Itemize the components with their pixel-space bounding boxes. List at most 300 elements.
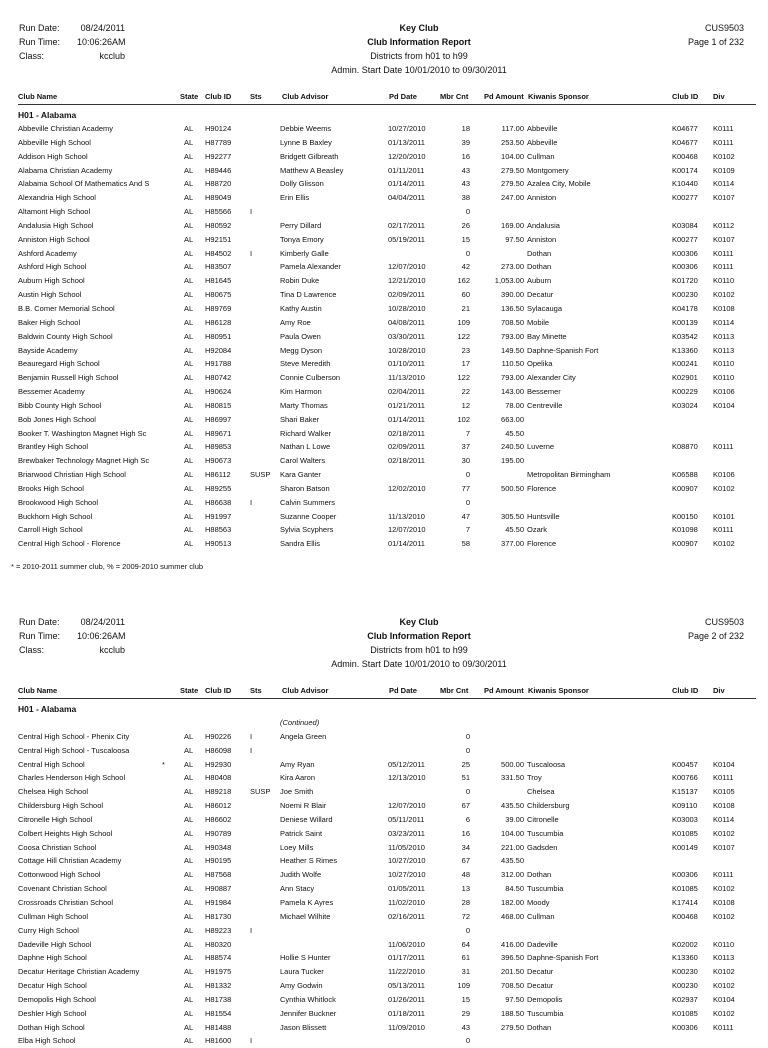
status: I: [250, 1036, 253, 1046]
table-row: [18, 523, 756, 537]
division: K0107: [713, 193, 735, 203]
class-label: Class:: [19, 645, 45, 655]
pd-amount: 390.00: [501, 290, 524, 300]
table-row: [18, 233, 756, 247]
member-count: 13: [461, 884, 470, 894]
report-page-2: [0, 594, 768, 1046]
advisor: Lynne B Baxley: [280, 137, 332, 147]
club-id: H90673: [205, 456, 232, 466]
member-count: 0: [465, 207, 470, 217]
member-count: 0: [465, 1036, 470, 1046]
member-count: 17: [461, 359, 470, 369]
kiwanis-club-id: K15137: [672, 787, 698, 797]
kiwanis-sponsor: Dothan: [527, 262, 552, 272]
member-count: 23: [461, 345, 470, 355]
division: K0104: [713, 400, 735, 410]
member-count: 61: [461, 953, 470, 963]
division: K0102: [713, 483, 735, 493]
member-count: 25: [461, 759, 470, 769]
state: AL: [184, 193, 194, 203]
state: AL: [184, 497, 194, 507]
col-pd-date: Pd Date: [389, 686, 417, 695]
kiwanis-sponsor: Sylacauga: [527, 303, 563, 313]
pd-date: 01/21/2011: [388, 400, 425, 410]
club-name: Central High School - Tuscaloosa: [18, 745, 130, 755]
pd-date: 05/13/2011: [388, 981, 425, 991]
club-id: H90124: [205, 124, 232, 133]
pd-date: 10/27/2010: [388, 856, 426, 866]
col-kiwanis-sponsor: Kiwanis Sponsor: [528, 92, 589, 101]
state: AL: [184, 290, 194, 300]
advisor: Debbie Weems: [280, 124, 332, 133]
club-id: H86997: [205, 414, 232, 424]
kiwanis-club-id: K00457: [672, 759, 698, 769]
club-name: Citronelle High School: [18, 814, 93, 824]
run-date: 08/24/2011: [80, 23, 125, 33]
table-row: [18, 854, 756, 868]
member-count: 48: [461, 870, 470, 880]
kiwanis-sponsor: Centreville: [527, 400, 563, 410]
kiwanis-club-id: K00277: [672, 193, 698, 203]
club-id: H81554: [205, 1008, 232, 1018]
col-div: Div: [713, 686, 725, 695]
member-count: 0: [465, 925, 470, 935]
table-row: [18, 413, 756, 427]
kiwanis-club-id: K03003: [672, 814, 698, 824]
kiwanis-sponsor: Bessemer: [527, 387, 561, 397]
pd-date: 11/22/2010: [388, 967, 425, 977]
division: K0102: [713, 539, 735, 549]
division: K0114: [713, 179, 735, 189]
kiwanis-sponsor: Florence: [527, 539, 557, 549]
table-row: [18, 951, 756, 965]
col-club-name: Club Name: [18, 92, 58, 101]
table-row: [18, 427, 756, 441]
kiwanis-sponsor: Bay Minette: [527, 331, 567, 341]
kiwanis-club-id: K00766: [672, 773, 698, 783]
club-name: Childersburg High School: [18, 801, 104, 811]
table-row: [18, 993, 756, 1007]
pd-amount: 435.50: [501, 856, 524, 866]
kiwanis-sponsor: Cullman: [527, 151, 555, 161]
club-name: Benjamin Russell High School: [18, 373, 119, 383]
state: AL: [184, 179, 194, 189]
state: AL: [184, 345, 194, 355]
club-id: H81488: [205, 1022, 232, 1032]
member-count: 64: [461, 939, 470, 949]
member-count: 43: [461, 165, 470, 175]
division: K0113: [713, 331, 735, 341]
member-count: 67: [461, 801, 470, 811]
division: K0106: [713, 470, 735, 480]
member-count: 15: [461, 994, 470, 1004]
member-count: 26: [461, 220, 470, 230]
col-div: Div: [713, 92, 725, 101]
pd-date: 10/28/2010: [388, 345, 426, 355]
division: K0107: [713, 234, 735, 244]
advisor: Kim Harmon: [280, 387, 322, 397]
division: K0107: [713, 842, 735, 852]
advisor: Loey Mills: [280, 842, 314, 852]
club-id: H89769: [205, 303, 232, 313]
member-count: 16: [461, 828, 470, 838]
club-name: Andalusia High School: [18, 220, 94, 230]
kiwanis-club-id: K00139: [672, 317, 698, 327]
table-row: [18, 785, 756, 799]
kiwanis-club-id: K01098: [672, 525, 698, 535]
division: K0105: [713, 787, 735, 797]
status: SUSP: [250, 787, 271, 797]
col-state: State: [180, 686, 199, 695]
club-name: Deshler High School: [18, 1008, 87, 1018]
pd-amount: 201.50: [501, 967, 524, 977]
club-id: H80675: [205, 290, 232, 300]
kiwanis-sponsor: Auburn: [527, 276, 552, 286]
advisor: Judith Wolfe: [280, 870, 322, 880]
club-name: Brantley High School: [18, 442, 89, 452]
club-id: H80742: [205, 373, 232, 383]
member-count: 7: [465, 428, 470, 438]
pd-amount: 45.50: [505, 428, 524, 438]
division: K0102: [713, 828, 735, 838]
admin-date-range: Admin. Start Date 10/01/2010 to 09/30/2011: [331, 659, 507, 669]
club-name: Decatur High School: [18, 981, 87, 991]
member-count: 122: [457, 373, 470, 383]
club-id: H86638: [205, 497, 232, 507]
col-club-id: Club ID: [205, 686, 232, 695]
pd-amount: 793.00: [501, 331, 524, 341]
pd-amount: 331.50: [501, 773, 524, 783]
pd-date: 12/21/2010: [388, 276, 426, 286]
member-count: 67: [461, 856, 470, 866]
club-name: Crossroads Christian School: [18, 897, 114, 907]
pd-date: 02/18/2011: [388, 456, 425, 466]
club-name: Brookwood High School: [18, 497, 99, 507]
club-name: B.B. Comer Memorial School: [18, 303, 115, 313]
club-id: H87789: [205, 137, 232, 147]
pd-amount: 1,053.00: [494, 276, 524, 286]
club-name: Cottonwood High School: [18, 870, 101, 880]
kiwanis-sponsor: Gadsden: [527, 842, 558, 852]
kiwanis-sponsor: Metropolitan Birmingham: [527, 470, 611, 480]
table-row: [18, 357, 756, 371]
kiwanis-club-id: K02937: [672, 994, 698, 1004]
member-count: 0: [465, 731, 470, 741]
run-time: 10:06:26AM: [77, 631, 126, 641]
club-id: H89255: [205, 483, 232, 493]
kiwanis-sponsor: Daphne-Spanish Fort: [527, 953, 599, 963]
state: AL: [184, 248, 194, 258]
kiwanis-sponsor: Dothan: [527, 1022, 552, 1032]
pd-date: 01/26/2011: [388, 994, 425, 1004]
member-count: 18: [461, 124, 470, 133]
col-club-id: Club ID: [205, 92, 232, 101]
club-name: Coosa Christian School: [18, 842, 97, 852]
pd-date: 03/30/2011: [388, 331, 425, 341]
pd-date: 01/10/2011: [388, 359, 425, 369]
division: K0114: [713, 317, 735, 327]
state: AL: [184, 856, 194, 866]
pd-amount: 305.50: [501, 511, 524, 521]
club-id: H88574: [205, 953, 232, 963]
division: K0102: [713, 151, 735, 161]
club-table: [18, 716, 756, 1048]
pd-date: 05/19/2011: [388, 234, 425, 244]
table-row: [18, 440, 756, 454]
club-name: Elba High School: [18, 1036, 76, 1046]
state: AL: [184, 925, 194, 935]
table-row: [18, 771, 756, 785]
state: AL: [184, 207, 194, 217]
table-row: [18, 219, 756, 233]
kiwanis-sponsor: Anniston: [527, 234, 557, 244]
table-row: [18, 813, 756, 827]
member-count: 16: [461, 151, 470, 161]
club-id: H80951: [205, 331, 232, 341]
club-name: Decatur Heritage Christian Academy: [18, 967, 140, 977]
pd-amount: 416.00: [501, 939, 524, 949]
kiwanis-club-id: K01720: [672, 276, 698, 286]
pd-amount: 279.50: [501, 165, 524, 175]
kiwanis-club-id: K00230: [672, 981, 698, 991]
member-count: 47: [461, 511, 470, 521]
pd-amount: 195.00: [501, 456, 524, 466]
advisor: Bridgett Gilbreath: [280, 151, 339, 161]
kiwanis-sponsor: Tuscumbia: [527, 884, 564, 894]
advisor: Sylvia Scyphers: [280, 525, 334, 535]
table-row: [18, 799, 756, 813]
state: AL: [184, 801, 194, 811]
col-state: State: [180, 92, 199, 101]
member-count: 37: [461, 442, 470, 452]
club-id: H86128: [205, 317, 232, 327]
pd-amount: 97.50: [505, 994, 524, 1004]
division: K0111: [713, 137, 734, 147]
kiwanis-club-id: K00230: [672, 967, 698, 977]
kiwanis-club-id: K01085: [672, 1008, 698, 1018]
advisor: Kira Aaron: [280, 773, 316, 783]
pd-date: 02/04/2011: [388, 387, 425, 397]
pd-amount: 104.00: [501, 828, 524, 838]
kiwanis-sponsor: Mobile: [527, 317, 550, 327]
state: AL: [184, 262, 194, 272]
kiwanis-sponsor: Huntsville: [527, 511, 560, 521]
pd-date: 01/13/2011: [388, 137, 425, 147]
kiwanis-club-id: K01085: [672, 884, 698, 894]
pd-amount: 273.00: [501, 262, 524, 272]
state: AL: [184, 470, 194, 480]
state: AL: [184, 400, 194, 410]
table-row: [18, 274, 756, 288]
member-count: 34: [461, 842, 470, 852]
kiwanis-sponsor: Chelsea: [527, 787, 555, 797]
club-name: Auburn High School: [18, 276, 85, 286]
table-row: [18, 965, 756, 979]
table-row: [18, 496, 756, 510]
report-subtitle: Club Information Report: [367, 631, 471, 641]
club-name: Austin High School: [18, 290, 82, 300]
member-count: 102: [457, 414, 470, 424]
footnote: * = 2010-2011 summer club, % = 2009-2010 summer club: [11, 562, 204, 571]
pd-amount: 136.50: [501, 303, 524, 313]
club-id: H90348: [205, 842, 232, 852]
club-id: H90195: [205, 856, 232, 866]
club-name: Bayside Academy: [18, 345, 78, 355]
pd-date: 02/16/2011: [388, 911, 425, 921]
kiwanis-club-id: K13360: [672, 953, 698, 963]
kiwanis-club-id: K10440: [672, 179, 698, 189]
pd-amount: 708.50: [501, 317, 524, 327]
kiwanis-club-id: K00150: [672, 511, 698, 521]
report-code: CUS9503: [704, 23, 744, 33]
club-name: Brooks High School: [18, 483, 84, 493]
pd-amount: 663.00: [501, 414, 524, 424]
state: AL: [184, 525, 194, 535]
col-sts: Sts: [250, 92, 262, 101]
club-id: H89049: [205, 193, 232, 203]
status: I: [250, 207, 253, 217]
kiwanis-club-id: K02901: [672, 373, 698, 383]
kiwanis-sponsor: Dothan: [527, 870, 552, 880]
state: AL: [184, 911, 194, 921]
club-name: Central High School: [18, 759, 85, 769]
club-name: Cullman High School: [18, 911, 89, 921]
member-count: 51: [461, 773, 470, 783]
table-row: [18, 868, 756, 882]
pd-date: 12/13/2010: [388, 773, 426, 783]
pd-date: 12/07/2010: [388, 262, 426, 272]
division: K0109: [713, 165, 735, 175]
state: AL: [184, 773, 194, 783]
table-row: [18, 882, 756, 896]
summer-flag: *: [162, 759, 165, 769]
division: K0110: [713, 939, 735, 949]
kiwanis-club-id: K00230: [672, 290, 698, 300]
advisor: Joe Smith: [280, 787, 314, 797]
kiwanis-club-id: K01085: [672, 828, 698, 838]
class-label: Class:: [19, 51, 45, 61]
state: AL: [184, 414, 194, 424]
advisor: Dolly Glisson: [280, 179, 324, 189]
member-count: 39: [461, 137, 470, 147]
club-name: Cottage Hill Christian Academy: [18, 856, 122, 866]
club-id: H90513: [205, 539, 232, 549]
club-name: Charles Henderson High School: [18, 773, 126, 783]
club-id: H90789: [205, 828, 232, 838]
table-row: [18, 454, 756, 468]
club-id: H92930: [205, 759, 232, 769]
pd-amount: 188.50: [501, 1008, 524, 1018]
kiwanis-club-id: K13360: [672, 345, 698, 355]
kiwanis-sponsor: Dadeville: [527, 939, 558, 949]
table-row: [18, 744, 756, 758]
advisor: Sandra Ellis: [280, 539, 321, 549]
pd-amount: 221.00: [501, 842, 524, 852]
division: K0111: [713, 442, 734, 452]
kiwanis-club-id: K00306: [672, 870, 698, 880]
pd-date: 11/13/2010: [388, 373, 425, 383]
table-row: [18, 827, 756, 841]
member-count: 0: [465, 248, 470, 258]
pd-amount: 240.50: [501, 442, 524, 452]
club-name: Chelsea High School: [18, 787, 89, 797]
pd-date: 01/18/2011: [388, 1008, 425, 1018]
division: K0104: [713, 994, 735, 1004]
pd-date: 04/04/2011: [388, 193, 425, 203]
kiwanis-sponsor: Opelika: [527, 359, 553, 369]
advisor: Jennifer Buckner: [280, 1008, 337, 1018]
club-name: Central High School - Florence: [18, 539, 121, 549]
member-count: 72: [461, 911, 470, 921]
advisor: Steve Meredith: [280, 359, 331, 369]
table-row: [18, 468, 756, 482]
pd-date: 01/05/2011: [388, 884, 425, 894]
member-count: 31: [461, 967, 470, 977]
col-kiwanis-club-id: Club ID: [672, 686, 699, 695]
kiwanis-sponsor: Ozark: [527, 525, 548, 535]
pd-amount: 182.00: [501, 897, 524, 907]
table-row: [18, 122, 756, 136]
table-row: [18, 205, 756, 219]
col-advisor: Club Advisor: [282, 92, 329, 101]
table-row: [18, 1021, 756, 1035]
table-row: [18, 758, 756, 772]
kiwanis-sponsor: Daphne-Spanish Fort: [527, 345, 599, 355]
state: AL: [184, 165, 194, 175]
table-row: [18, 841, 756, 855]
advisor: Tina D Lawrence: [280, 290, 337, 300]
pd-amount: 279.50: [501, 1022, 524, 1032]
run-date-label: Run Date:: [19, 617, 60, 627]
pd-date: 04/08/2011: [388, 317, 425, 327]
club-id: H89218: [205, 787, 232, 797]
run-date: 08/24/2011: [80, 617, 125, 627]
division: K0110: [713, 276, 735, 286]
report-title: Key Club: [399, 23, 439, 33]
division: K0102: [713, 981, 735, 991]
club-id: H91997: [205, 511, 232, 521]
member-count: 77: [461, 483, 470, 493]
member-count: 109: [457, 317, 470, 327]
pd-date: 11/09/2010: [388, 1022, 425, 1032]
table-row: [18, 371, 756, 385]
member-count: 29: [461, 1008, 470, 1018]
section-heading: H01 - Alabama: [18, 110, 77, 120]
kiwanis-sponsor: Andalusia: [527, 220, 560, 230]
advisor: Connie Culberson: [280, 373, 341, 383]
table-row: [18, 177, 756, 191]
table-row: [18, 316, 756, 330]
pd-date: 10/28/2010: [388, 303, 426, 313]
club-name: Alabama Christian Academy: [18, 165, 113, 175]
club-name: Daphne High School: [18, 953, 87, 963]
club-id: H91984: [205, 897, 232, 907]
table-row: [18, 979, 756, 993]
report-title-block: [234, 615, 604, 671]
division: K0102: [713, 1008, 735, 1018]
member-count: 43: [461, 179, 470, 189]
pd-date: 12/02/2010: [388, 483, 426, 493]
state: AL: [184, 731, 194, 741]
member-count: 12: [461, 400, 470, 410]
run-time-label: Run Time:: [19, 37, 61, 47]
club-id: H81738: [205, 994, 232, 1004]
table-row: [18, 924, 756, 938]
club-id: H92084: [205, 345, 232, 355]
kiwanis-sponsor: Montgomery: [527, 165, 569, 175]
division: K0111: [713, 870, 734, 880]
state: AL: [184, 897, 194, 907]
